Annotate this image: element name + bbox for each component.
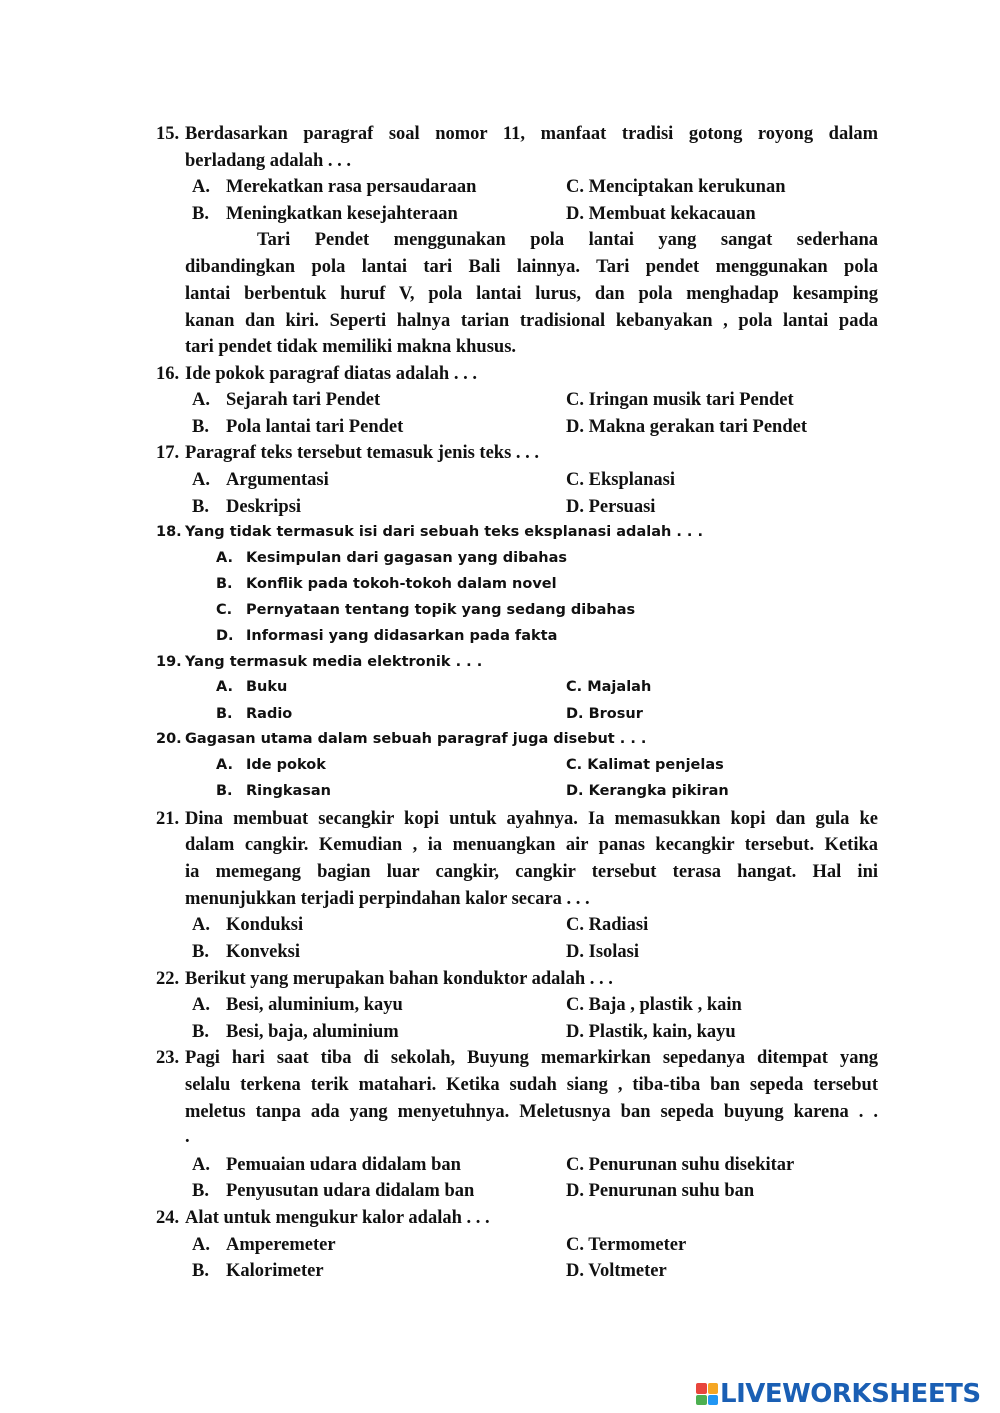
question-23-option-d: D. Penurunan suhu ban — [566, 1181, 755, 1201]
question-17-option-b: B. Deskripsi — [192, 497, 302, 517]
question-23-text-line-4: . — [185, 1127, 190, 1147]
question-15-option-b: B. Meningkatkan kesejahteraan — [192, 204, 458, 224]
question-24-number: 24. — [156, 1208, 180, 1228]
question-23-text-line-3: meletus tanpa ada yang menyetuhnya. Meletusnya ban sepeda buyung karena . . — [185, 1102, 878, 1122]
question-17-option-c: C. Eksplanasi — [566, 470, 676, 490]
question-16-text: Ide pokok paragraf diatas adalah . . . — [185, 364, 477, 384]
question-20-option-d: D. Kerangka pikiran — [566, 783, 729, 799]
question-17-option-a: A. Argumentasi — [192, 470, 329, 490]
question-24-option-d: D. Voltmeter — [566, 1261, 667, 1281]
question-22-option-c: C. Baja , plastik , kain — [566, 995, 742, 1015]
question-23-text-line-1: Pagi hari saat tiba di sekolah, Buyung memarkirkan sepedanya ditempat yang — [185, 1048, 878, 1068]
question-15-text-line-2: berladang adalah . . . — [185, 151, 352, 171]
question-21-option-c: C. Radiasi — [566, 915, 649, 935]
question-23-number: 23. — [156, 1048, 180, 1068]
question-23-option-a: A. Pemuaian udara didalam ban — [192, 1155, 461, 1175]
question-20-option-c: C. Kalimat penjelas — [566, 757, 724, 773]
question-22-option-a: A. Besi, aluminium, kayu — [192, 995, 403, 1015]
question-21-number: 21. — [156, 809, 180, 829]
question-23-option-c: C. Penurunan suhu disekitar — [566, 1155, 795, 1175]
question-19-option-d: D. Brosur — [566, 706, 643, 722]
question-21-option-a: A. Konduksi — [192, 915, 304, 935]
passage-line-1: Tari Pendet menggunakan pola lantai yang sangat sederhana — [257, 230, 878, 250]
question-24-option-a: A. Amperemeter — [192, 1235, 336, 1255]
question-22-option-d: D. Plastik, kain, kayu — [566, 1022, 736, 1042]
passage-line-2: dibandingkan pola lantai tari Bali lainnya. Tari pendet menggunakan pola — [185, 257, 878, 277]
question-20-number: 20. — [156, 731, 182, 747]
question-18-option-d: D. Informasi yang didasarkan pada fakta — [216, 628, 558, 644]
question-18-number: 18. — [156, 524, 182, 540]
question-16-option-b: B. Pola lantai tari Pendet — [192, 417, 404, 437]
question-15-option-d: D. Membuat kekacauan — [566, 204, 756, 224]
question-21-text-line-3: ia memegang bagian luar cangkir, cangkir tersebut terasa hangat. Hal ini — [185, 862, 878, 882]
question-20-option-b: B. Ringkasan — [216, 783, 332, 799]
question-21-text-line-4: menunjukkan terjadi perpindahan kalor secara . . . — [185, 889, 590, 909]
question-17-number: 17. — [156, 443, 180, 463]
question-18-option-a: A. Kesimpulan dari gagasan yang dibahas — [216, 550, 568, 566]
question-22-number: 22. — [156, 969, 180, 989]
liveworksheets-logo — [696, 1380, 981, 1408]
question-16-number: 16. — [156, 364, 180, 384]
question-16-option-d: D. Makna gerakan tari Pendet — [566, 417, 808, 437]
question-20-text: Gagasan utama dalam sebuah paragraf juga disebut . . . — [185, 731, 647, 747]
question-15-option-c: C. Menciptakan kerukunan — [566, 177, 786, 197]
question-19-option-a: A. Buku — [216, 679, 288, 695]
question-20-option-a: A. Ide pokok — [216, 757, 326, 773]
liveworksheets-logo-text: LIVEWORKSHEETS — [720, 1379, 981, 1409]
question-23-option-b: B. Penyusutan udara didalam ban — [192, 1181, 475, 1201]
question-24-option-b: B. Kalorimeter — [192, 1261, 324, 1281]
question-19-option-b: B. Radio — [216, 706, 293, 722]
question-19-option-c: C. Majalah — [566, 679, 652, 695]
question-21-option-d: D. Isolasi — [566, 942, 640, 962]
question-17-text: Paragraf teks tersebut temasuk jenis teks . . . — [185, 443, 540, 463]
question-16-option-a: A. Sejarah tari Pendet — [192, 390, 381, 410]
question-22-option-b: B. Besi, baja, aluminium — [192, 1022, 399, 1042]
question-15-text-line-1: Berdasarkan paragraf soal nomor 11, manfaat tradisi gotong royong dalam — [185, 124, 878, 144]
question-17-option-d: D. Persuasi — [566, 497, 656, 517]
question-23-text-line-2: selalu terkena terik matahari. Ketika sudah siang , tiba-tiba ban sepeda tersebut — [185, 1075, 878, 1095]
passage-line-3: lantai berbentuk huruf V, pola lantai lurus, dan pola menghadap kesamping — [185, 284, 878, 304]
question-21-text-line-1: Dina membuat secangkir kopi untuk ayahnya. Ia memasukkan kopi dan gula ke — [185, 809, 878, 829]
question-16-option-c: C. Iringan musik tari Pendet — [566, 390, 794, 410]
passage-line-4: kanan dan kiri. Seperti halnya tarian tradisional kebanyakan , pola lantai pada — [185, 311, 878, 331]
passage-line-5: tari pendet tidak memiliki makna khusus. — [185, 337, 517, 357]
question-21-option-b: B. Konveksi — [192, 942, 301, 962]
question-19-text: Yang termasuk media elektronik . . . — [185, 654, 483, 670]
question-24-option-c: C. Termometer — [566, 1235, 687, 1255]
question-18-text: Yang tidak termasuk isi dari sebuah teks eksplanasi adalah . . . — [185, 524, 703, 540]
liveworksheets-logo-icon — [696, 1383, 718, 1405]
question-18-option-b: B. Konflik pada tokoh-tokoh dalam novel — [216, 576, 557, 592]
question-18-option-c: C. Pernyataan tentang topik yang sedang dibahas — [216, 602, 636, 618]
question-15-option-a: A. Merekatkan rasa persaudaraan — [192, 177, 477, 197]
question-19-number: 19. — [156, 654, 182, 670]
question-15-number: 15. — [156, 124, 180, 144]
question-22-text: Berikut yang merupakan bahan konduktor adalah . . . — [185, 969, 613, 989]
question-21-text-line-2: dalam cangkir. Kemudian , ia menuangkan air panas kecangkir tersebut. Ketika — [185, 835, 878, 855]
question-24-text: Alat untuk mengukur kalor adalah . . . — [185, 1208, 490, 1228]
